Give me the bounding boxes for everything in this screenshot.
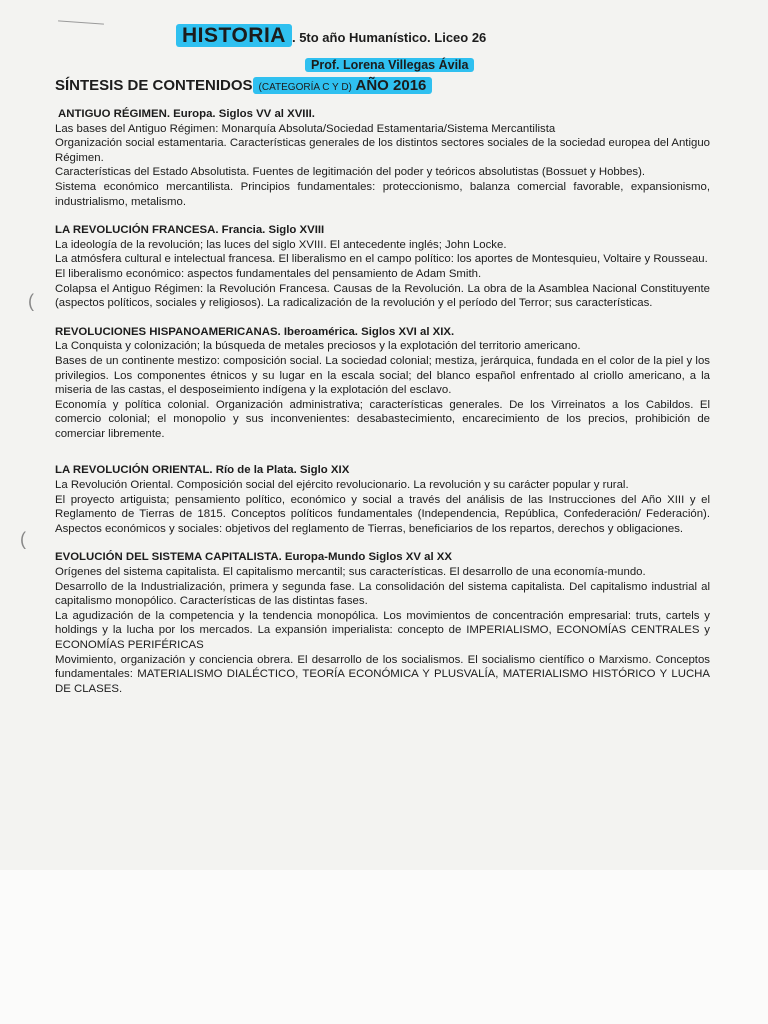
year-label: AÑO 2016: [355, 77, 427, 94]
course-info: . 5to año Humanístico. Liceo 26: [291, 30, 487, 45]
teacher-line: [305, 58, 474, 72]
paragraph: Características del Estado Absolutista. Fuentes de legitimación del poder y teóricos absolutistas (Bossuet y Hobbes).: [55, 166, 646, 179]
paragraph: La Conquista y colonización; la búsqueda de metales preciosos y la explotación del territorio americano.: [55, 340, 581, 353]
category-label: (CATEGORÍA C Y D): [258, 82, 352, 93]
section-title: EVOLUCIÓN DEL SISTEMA CAPITALISTA. Europa-Mundo Siglos XV al XX: [55, 551, 453, 564]
synthesis-title: SÍNTESIS DE CONTENIDOS: [55, 77, 253, 94]
paragraph: Orígenes del sistema capitalista. El capitalismo mercantil; sus características. El desarrollo de una economía-mundo.: [55, 566, 646, 579]
paragraph: Desarrollo de la Industrialización, primera y segunda fase. La consolidación del sistema capitalista. Del capitalismo industrial al capitalismo monopólico. Características de las distintas fases.: [55, 580, 710, 608]
paragraph: Movimiento, organización y conciencia obrera. El desarrollo de los socialismos. El socialismo científico o Marxismo. Conceptos fundamentales: MATERIALISMO DIALÉCTICO, TEORÍA ECONÓMICA Y PLUSVALÍA, MATERIALISMO HISTÓRICO Y LUCHA DE CLASES.: [55, 653, 710, 695]
paragraph: Organización social estamentaria. Características generales de los distintos sectores sociales de la sociedad europea del Antiguo Régimen.: [55, 137, 710, 164]
binder-mark: (: [28, 291, 34, 311]
section-title: LA REVOLUCIÓN ORIENTAL. Río de la Plata. Siglo XIX: [55, 464, 350, 477]
paragraph: Sistema económico mercantilista. Principios fundamentales: proteccionismo, balanza comercial favorable, expansionismo, industrialismo, metalismo.: [55, 180, 710, 208]
paragraph: La atmósfera cultural e intelectual francesa. El liberalismo en el campo político: los aportes de Montesquieu, Voltaire y Rousseau.: [55, 253, 708, 266]
synthesis-header: [55, 77, 432, 94]
paragraph: Economía y política colonial. Organización administrativa; características generales. De los Virreinatos a los Cabildos. El comercio colonial; el monopolio y sus inconvenientes: desabastecimiento, encarecimiento de los precios, prohibición de comerciar libremente.: [55, 398, 710, 440]
section-title: ANTIGUO RÉGIMEN. Europa. Siglos VV al XVIII.: [58, 108, 315, 120]
binder-mark: (: [20, 529, 26, 549]
document-header: [176, 24, 596, 48]
section-revolucion-francesa: [55, 223, 710, 311]
section-sistema-capitalista: [55, 550, 710, 696]
section-title: LA REVOLUCIÓN FRANCESA. Francia. Siglo XVIII: [55, 224, 325, 237]
section-revoluciones-hispanoamericanas: [55, 325, 710, 442]
section-title: REVOLUCIONES HISPANOAMERICANAS. Iberoamérica. Siglos XVI al XIX.: [55, 325, 455, 338]
paragraph: Las bases del Antiguo Régimen: Monarquía Absoluta/Sociedad Estamentaria/Sistema Mercantilista: [55, 122, 556, 135]
paragraph: La agudización de la competencia y la tendencia monopólica. Los movimientos de concentración empresarial: truts, cartels y holdings y la lucha por los mercados. La expansión imperialista: concepto de IMPERIALISMO, ECONOMÍAS CENTRALES y ECONOMÍAS PERIFÉRICAS: [55, 609, 710, 651]
paragraph: Colapsa el Antiguo Régimen: la Revolución Francesa. Causas de la Revolución. La obra de la Asamblea Nacional Constituyente (aspectos políticos, sociales y religiosos). La radicalización de la revolución y el período del Terror; sus características.: [55, 282, 710, 310]
blank-margin: [0, 870, 768, 1024]
section-antiguo-regimen: [55, 107, 710, 209]
subject-title: HISTORIA: [176, 24, 292, 47]
paragraph: La Revolución Oriental. Composición social del ejército revolucionario. La revolución y su carácter popular y rural.: [55, 479, 629, 492]
paragraph: La ideología de la revolución; las luces del siglo XVIII. El antecedente inglés; John Locke.: [55, 238, 507, 251]
paragraph: Bases de un continente mestizo: composición social. La sociedad colonial; mestiza, jerárquica, fundada en el color de la piel y los privilegios. Los componentes étnicos y su lugar en la escala social; del blanco español enfrentado al criollo americano, a la miseria de las castas, el desposeimiento indígena y la explotación del esclavo.: [55, 354, 710, 397]
paragraph: El liberalismo económico: aspectos fundamentales del pensamiento de Adam Smith.: [55, 267, 482, 280]
content-body: [55, 107, 710, 710]
paragraph: El proyecto artiguista; pensamiento político, económico y social a través del análisis de las Instrucciones del Año XIII y el Reglamento de Tierras de 1815. Conceptos políticos fundamentales (Independencia, República, Confederación/ Federación). Aspectos económicos y sociales: objetivos del reglamento de Tierras, beneficiarios de los repartos, derechos y obligaciones.: [55, 493, 710, 535]
section-revolucion-oriental: [55, 463, 710, 536]
teacher-name: Prof. Lorena Villegas Ávila: [305, 58, 474, 72]
